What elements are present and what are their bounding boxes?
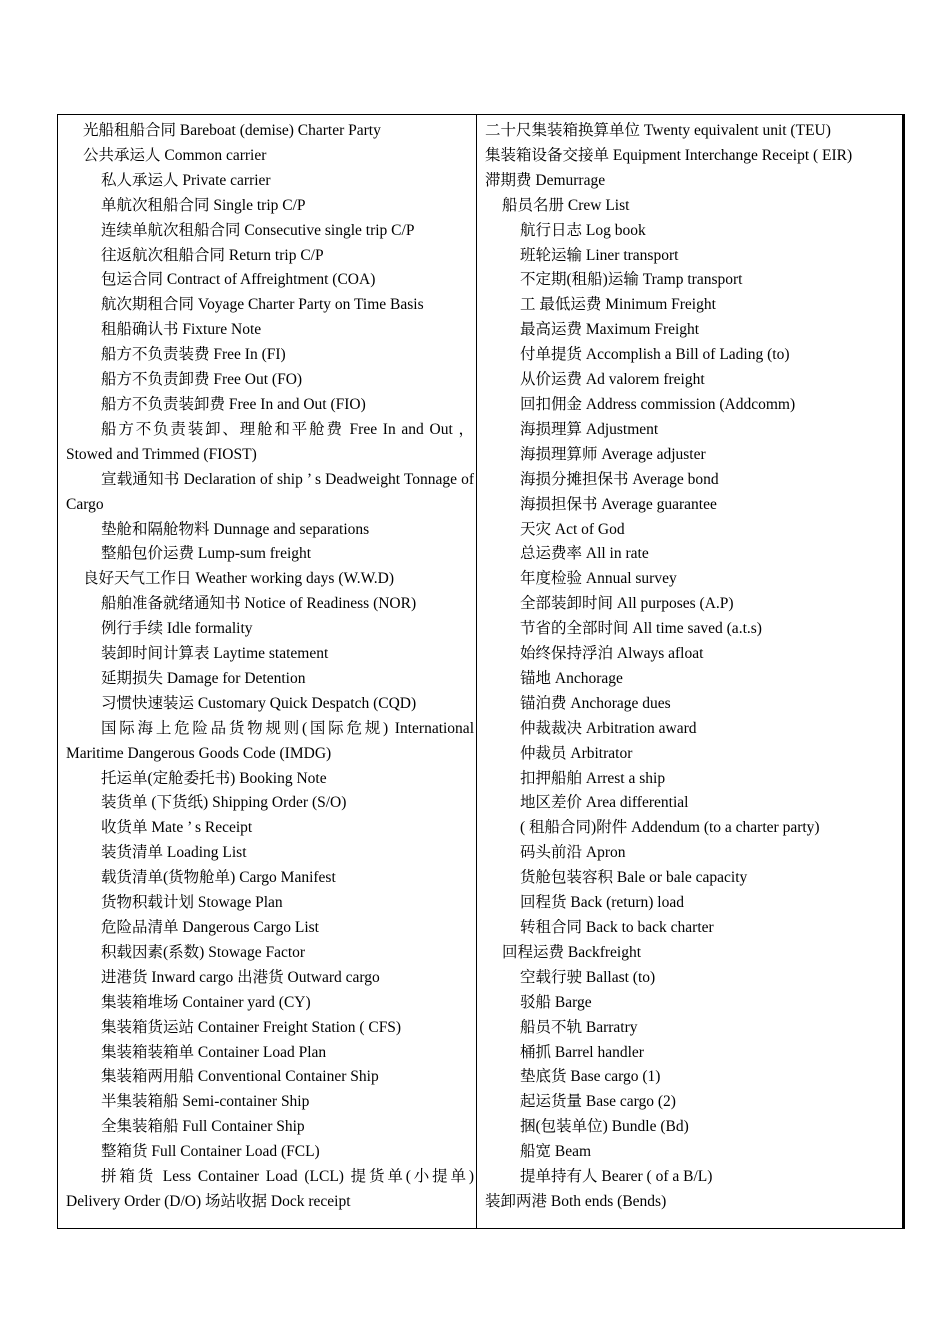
glossary-entry: 单航次租船合同 Single trip C/P [101,196,306,214]
glossary-entry: 付单提货 Accomplish a Bill of Lading (to) [520,346,790,364]
glossary-entry: 不定期(租船)运输 Tramp transport [520,271,743,289]
glossary-entry: 进港货 Inward cargo 出港货 Outward cargo [101,968,380,986]
glossary-entry: 货舱包装容积 Bale or bale capacity [520,869,748,887]
glossary-entry: 租船确认书 Fixture Note [101,321,262,339]
glossary-entry: 航行日志 Log book [520,221,646,239]
glossary-entry: 垫底货 Base cargo (1) [520,1068,661,1086]
glossary-entry: 最高运费 Maximum Freight [520,321,700,339]
glossary-entry: 船方不负责装卸、理舱和平舱费 Free In and Out ，Stowed and Trimmed (FIOST) [66,420,474,463]
glossary-entry: 年度检验 Annual survey [520,570,677,588]
glossary-entry: 班轮运输 Liner transport [520,246,679,264]
column-divider [476,115,477,1228]
glossary-entry: 装卸时间计算表 Laytime statement [101,645,329,663]
glossary-entry: 总运费率 All in rate [520,545,649,563]
glossary-entry: 载货清单(货物舱单) Cargo Manifest [101,869,336,887]
glossary-entry: 工 最低运费 Minimum Freight [520,296,716,314]
glossary-entry: 捆(包装单位) Bundle (Bd) [520,1118,689,1136]
glossary-entry: 光船租船合同 Bareboat (demise) Charter Party [83,122,381,139]
glossary-entry: 集装箱装箱单 Container Load Plan [101,1043,327,1061]
glossary-entry: 包运合同 Contract of Affreightment (COA) [101,271,376,289]
glossary-entry: 半集装箱船 Semi-container Ship [101,1093,310,1111]
glossary-entry: 积载因素(系数) Stowage Factor [101,943,306,961]
left-column [66,119,474,1228]
glossary-entry: 二十尺集装箱换算单位 Twenty equivalent unit (TEU) [485,122,831,139]
glossary-entry: 收货单 Mate ’ s Receipt [101,819,253,837]
glossary-entry: 驳船 Barge [520,993,592,1011]
glossary-entry: 回扣佣金 Address commission (Addcomm) [520,395,796,413]
glossary-entry: 整船包价运费 Lump-sum freight [101,545,312,563]
glossary-entry: 船舶准备就绪通知书 Notice of Readiness (NOR) [101,595,417,613]
glossary-entry: 天灾 Act of God [520,520,625,538]
glossary-entry: 仲裁员 Arbitrator [520,744,633,762]
glossary-entry: 始终保持浮泊 Always afloat [520,645,704,663]
glossary-entry: 地区差价 Area differential [520,794,689,812]
right-column [485,119,897,1228]
glossary-table [57,114,905,1229]
glossary-entry: 锚泊费 Anchorage dues [520,694,671,712]
glossary-entry: 锚地 Anchorage [520,669,623,687]
glossary-entry: 连续单航次租船合同 Consecutive single trip C/P [101,221,415,239]
glossary-entry: 船方不负责装卸费 Free In and Out (FIO) [101,395,366,413]
glossary-entry: 航次期租合同 Voyage Charter Party on Time Basis [101,296,424,314]
glossary-entry: 空载行驶 Ballast (to) [520,968,656,986]
glossary-entry: 宣载通知书 Declaration of ship ’ s Deadweight Tonnage of Cargo [66,470,474,513]
glossary-entry: 转租合同 Back to back charter [520,919,714,936]
glossary-entry: 仲裁裁决 Arbitration award [520,719,697,737]
glossary-entry: 码头前沿 Apron [520,844,626,862]
glossary-entry: 回程货 Back (return) load [520,894,684,912]
glossary-entry: 船方不负责装费 Free In (FI) [101,346,286,364]
glossary-entry: 习惯快速装运 Customary Quick Despatch (CQD) [101,694,417,712]
glossary-entry: ( 租船合同)附件 Addendum (to a charter party) [520,819,820,837]
glossary-entry: 装货单 (下货纸) Shipping Order (S/O) [101,794,347,812]
glossary-entry: 船宽 Beam [520,1143,592,1161]
glossary-entry: 集装箱设备交接单 Equipment Interchange Receipt ( EIR) [485,146,853,164]
glossary-entry: 装货清单 Loading List [101,844,247,862]
glossary-entry: 垫舱和隔舱物料 Dunnage and separations [101,520,370,538]
glossary-entry: 从价运费 Ad valorem freight [520,371,705,389]
glossary-entry: 整箱货 Full Container Load (FCL) [101,1143,320,1161]
glossary-entry: 滞期费 Demurrage [485,171,606,189]
glossary-entry: 桶抓 Barrel handler [520,1043,644,1061]
glossary-entry: 集装箱两用船 Conventional Container Ship [101,1068,379,1086]
glossary-entry: 国际海上危险品货物规则(国际危规) International Maritime Dangerous Goods Code (IMDG) [66,719,474,762]
glossary-entry: 船员不轨 Barratry [520,1018,638,1036]
glossary-entry: 私人承运人 Private carrier [101,171,271,189]
glossary-entry: 海损担保书 Average guarantee [520,495,717,513]
glossary-entry: 集装箱堆场 Container yard (CY) [101,993,311,1011]
glossary-entry: 例行手续 Idle formality [101,620,253,638]
glossary-entry: 拼箱货 Less Container Load (LCL) 提货单(小提单) Delivery Order (D/O) 场站收据 Dock receipt [66,1168,474,1210]
glossary-entry: 提单持有人 Bearer ( of a B/L) [520,1168,713,1186]
glossary-entry: 装卸两港 Both ends (Bends) [485,1192,667,1210]
glossary-entry: 公共承运人 Common carrier [83,146,267,164]
glossary-entry: 节省的全部时间 All time saved (a.t.s) [520,620,762,638]
glossary-entry: 集装箱货运站 Container Freight Station ( CFS) [101,1018,402,1036]
glossary-entry: 良好天气工作日 Weather working days (W.W.D) [83,570,394,588]
glossary-entry: 延期损失 Damage for Detention [101,669,306,687]
glossary-entry: 起运货量 Base cargo (2) [520,1093,676,1111]
glossary-entry: 回程运费 Backfreight [502,943,642,961]
glossary-entry: 货物积载计划 Stowage Plan [101,894,283,912]
glossary-entry: 海损理算师 Average adjuster [520,445,706,463]
glossary-entry: 海损分摊担保书 Average bond [520,470,719,488]
glossary-entry: 船方不负责卸费 Free Out (FO) [101,371,303,389]
glossary-entry: 全部装卸时间 All purposes (A.P) [520,595,734,613]
glossary-entry: 全集装箱船 Full Container Ship [101,1118,305,1136]
glossary-entry: 扣押船舶 Arrest a ship [520,769,666,787]
glossary-entry: 往返航次租船合同 Return trip C/P [101,246,324,264]
glossary-entry: 船员名册 Crew List [502,196,630,214]
glossary-entry: 危险品清单 Dangerous Cargo List [101,919,319,936]
glossary-entry: 海损理算 Adjustment [520,420,659,438]
glossary-entry: 托运单(定舱委托书) Booking Note [101,769,327,787]
